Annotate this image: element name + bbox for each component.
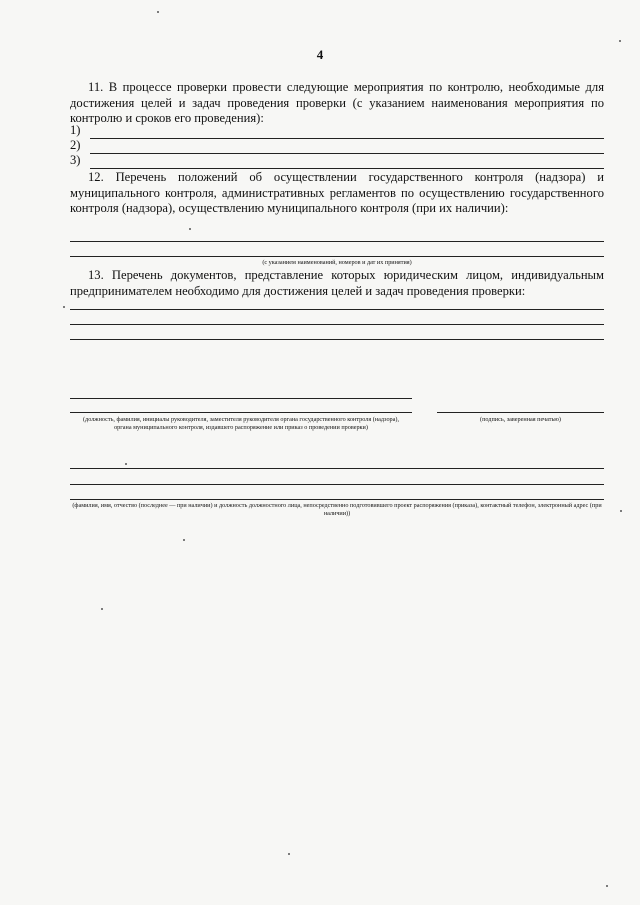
item-13-fill-line-2[interactable] bbox=[70, 324, 604, 325]
scan-speck bbox=[125, 463, 127, 465]
item-12-text: 12. Перечень положений об осуществлении государственного контроля (надзора) и муниципального контроля, административных регламентов по осуществлению государственного контроля (надзора), осуществлению муниципального контроля (при их наличии): bbox=[70, 170, 604, 215]
position-fill-line-1[interactable] bbox=[70, 398, 412, 399]
signature-caption: (подпись, заверенная печатью) bbox=[480, 416, 561, 423]
position-fill-line-2[interactable] bbox=[70, 412, 412, 413]
item-12-fill-line-2[interactable] bbox=[70, 256, 604, 257]
scan-speck bbox=[63, 306, 65, 308]
scan-speck bbox=[189, 228, 191, 230]
scan-speck bbox=[620, 510, 622, 512]
item-11-line-2[interactable] bbox=[70, 140, 604, 154]
scan-speck bbox=[101, 608, 103, 610]
preparer-caption: (фамилия, имя, отчество (последнее — при наличии) и должность должностного лица, непосредственно подготовившего проект распоряжения (приказа), контактный телефон, электронный адрес (при наличии)) bbox=[72, 502, 602, 517]
item-12-caption: (с указанием наименований, номеров и дат их принятия) bbox=[262, 259, 412, 266]
scan-speck bbox=[288, 853, 290, 855]
item-11-line-3[interactable] bbox=[70, 155, 604, 169]
preparer-fill-line-2[interactable] bbox=[70, 484, 604, 485]
signature-fill-line[interactable] bbox=[437, 412, 604, 413]
fill-line bbox=[90, 153, 604, 154]
line-label: 2) bbox=[70, 138, 81, 152]
fill-line bbox=[90, 138, 604, 139]
item-11-line-1[interactable] bbox=[70, 125, 604, 139]
fill-line bbox=[90, 168, 604, 169]
item-13-text: 13. Перечень документов, представление которых юридическим лицом, индивидуальным предпринимателем необходимо для достижения целей и задач проведения проверки: bbox=[70, 268, 604, 298]
item-11-text: 11. В процессе проверки провести следующие мероприятия по контролю, необходимые для достижения целей и задач проведения проверки (с указанием наименования мероприятия по контролю и сроков его проведения): bbox=[70, 80, 604, 125]
position-caption: (должность, фамилия, инициалы руководителя, заместителя руководителя органа государственного контроля (надзора), органа муниципального контроля, издавшего распоряжение или приказ о проведении проверки) bbox=[82, 416, 399, 431]
line-label: 3) bbox=[70, 153, 81, 167]
item-12-fill-line-1[interactable] bbox=[70, 241, 604, 242]
scan-speck bbox=[606, 885, 608, 887]
scan-speck bbox=[619, 40, 621, 42]
item-13-fill-line-1[interactable] bbox=[70, 309, 604, 310]
preparer-fill-line-3[interactable] bbox=[70, 499, 604, 500]
preparer-fill-line-1[interactable] bbox=[70, 468, 604, 469]
line-label: 1) bbox=[70, 123, 81, 137]
scan-speck bbox=[183, 539, 185, 541]
item-13-fill-line-3[interactable] bbox=[70, 339, 604, 340]
page-number: 4 bbox=[316, 47, 324, 62]
scan-speck bbox=[157, 11, 159, 13]
